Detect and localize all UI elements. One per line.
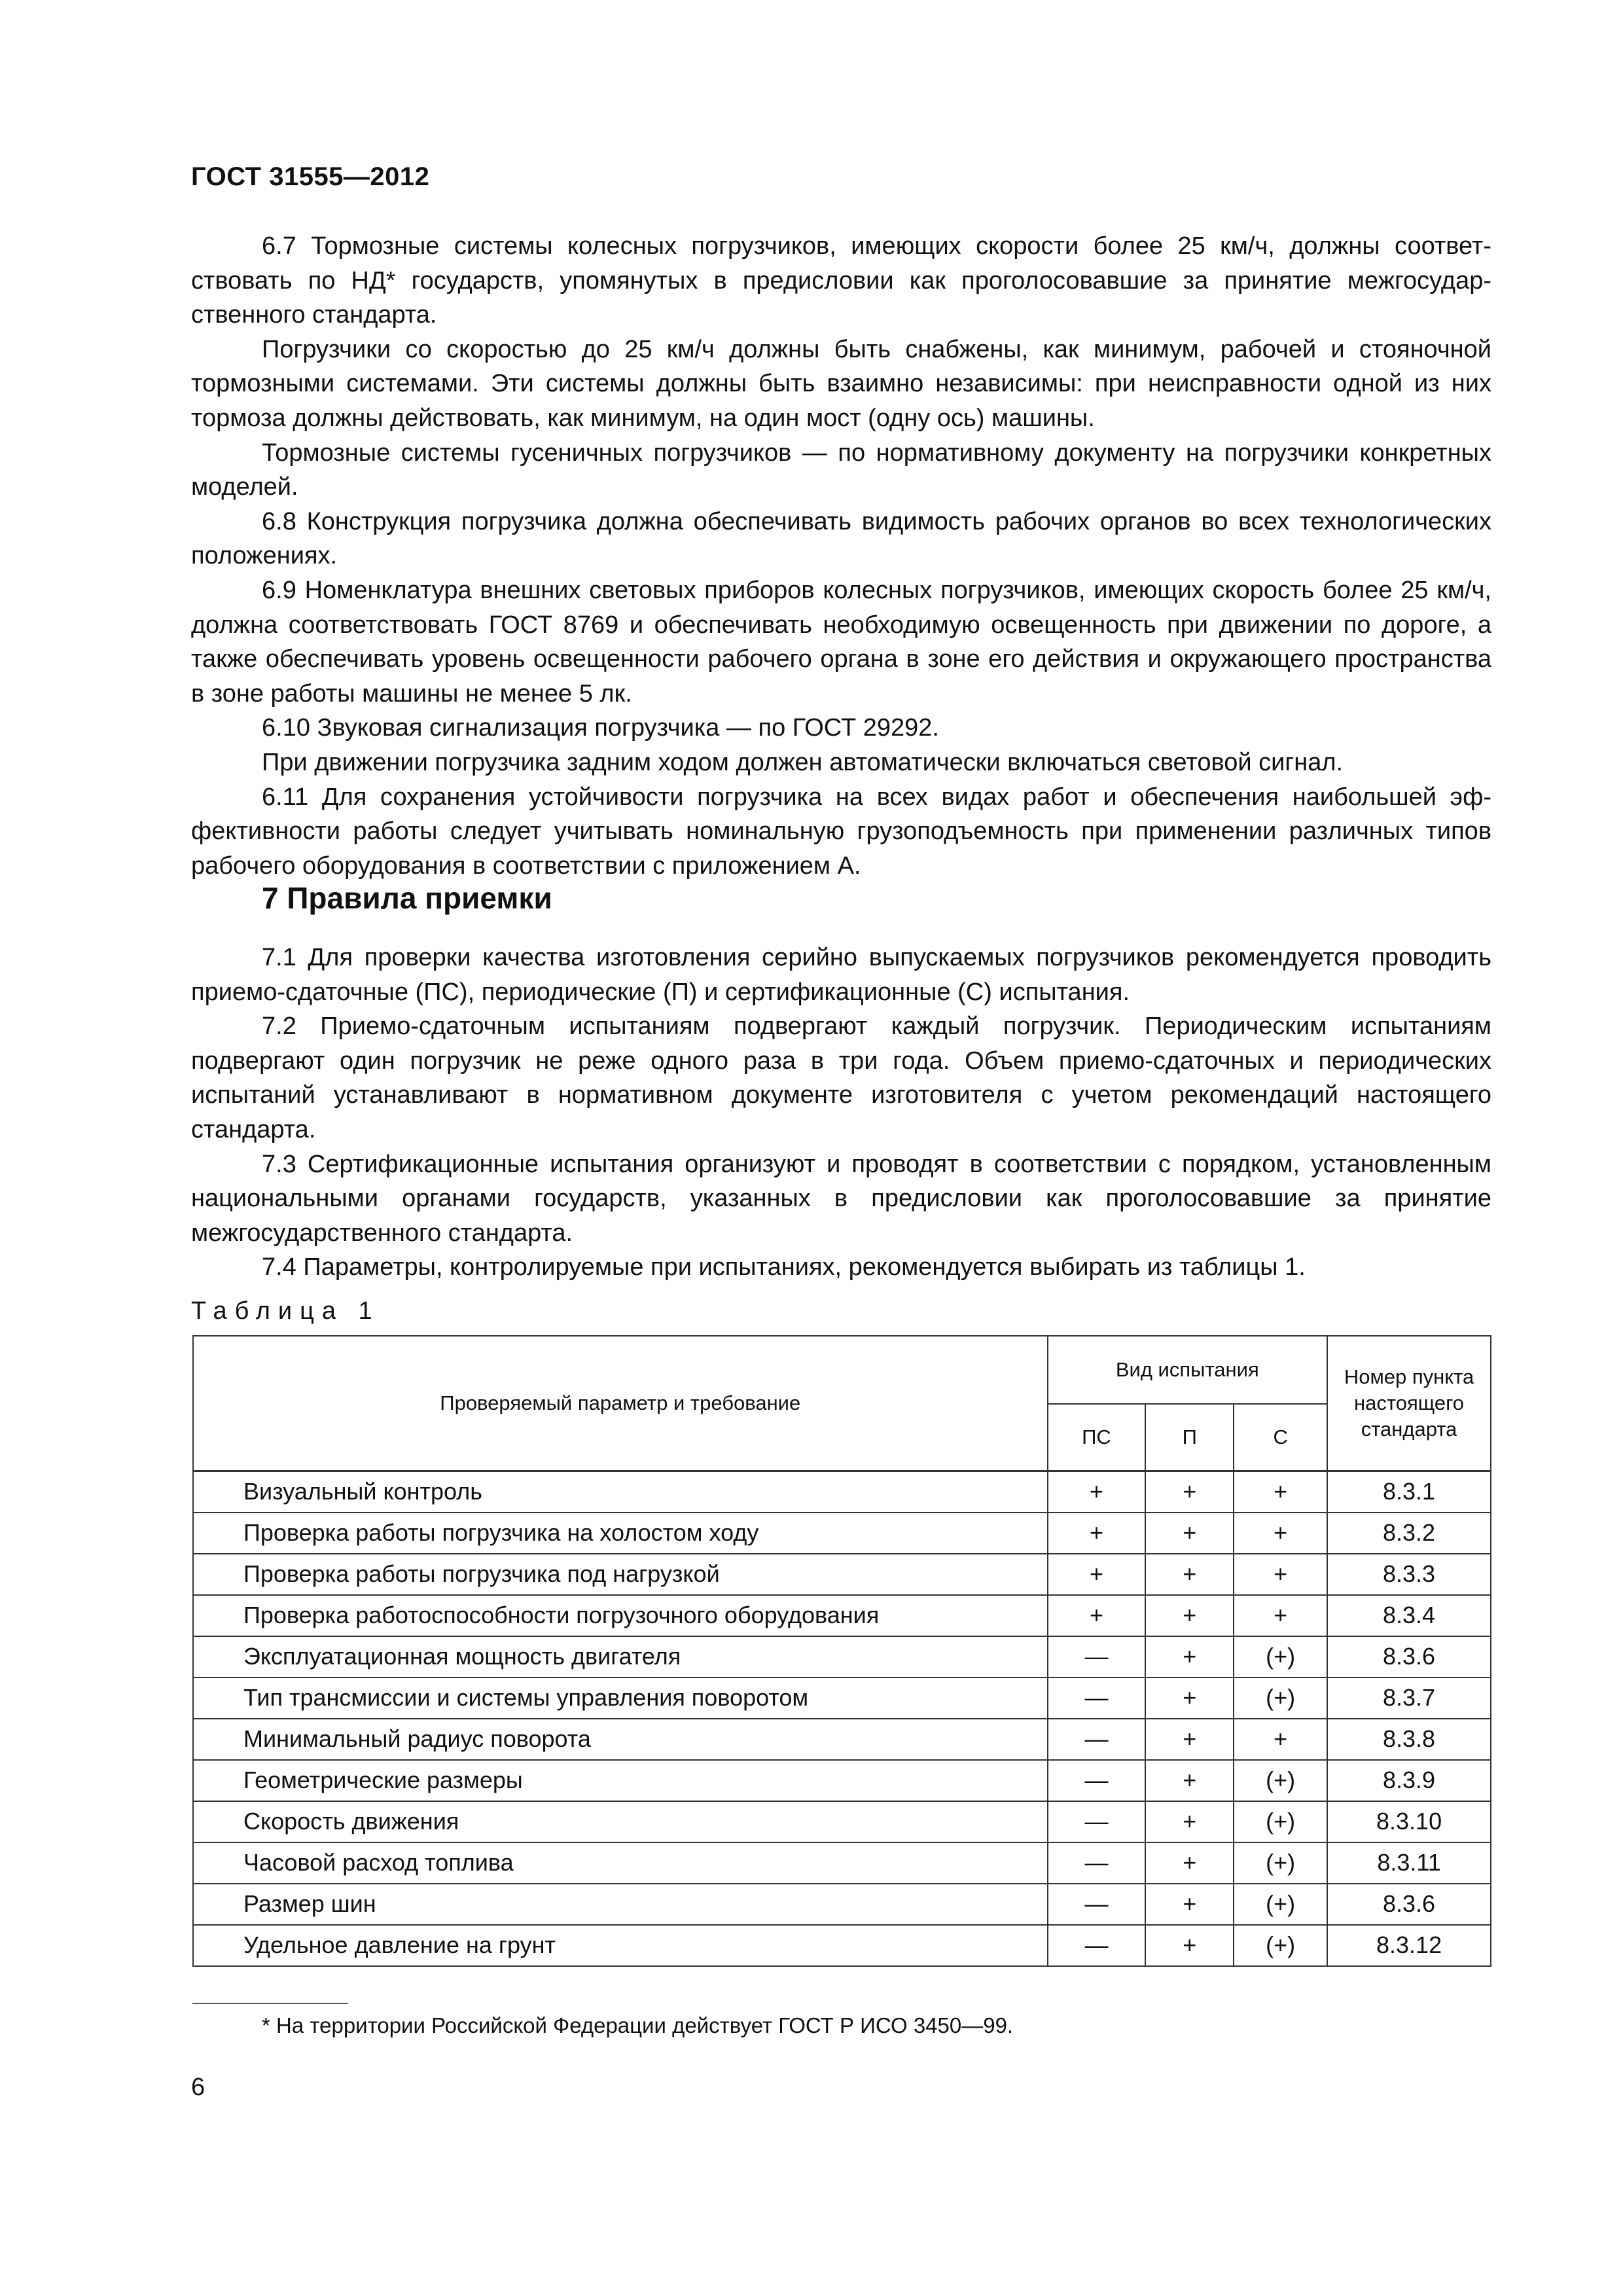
cell-ps: — bbox=[1048, 1925, 1146, 1966]
document-code-header: ГОСТ 31555—2012 bbox=[191, 162, 430, 191]
cell-clause: 8.3.3 bbox=[1327, 1554, 1491, 1595]
section-6-text bbox=[191, 229, 1491, 883]
table-row bbox=[193, 1719, 1491, 1760]
cell-parameter: Тип трансмиссии и системы управления поворотом bbox=[193, 1677, 1048, 1719]
cell-s: + bbox=[1234, 1471, 1327, 1513]
cell-clause: 8.3.10 bbox=[1327, 1801, 1491, 1842]
cell-p: + bbox=[1145, 1636, 1234, 1677]
table-row bbox=[193, 1884, 1491, 1925]
cell-ps: — bbox=[1048, 1636, 1146, 1677]
cell-clause: 8.3.2 bbox=[1327, 1513, 1491, 1554]
cell-s: (+) bbox=[1234, 1677, 1327, 1719]
table-row bbox=[193, 1471, 1491, 1513]
cell-p: + bbox=[1145, 1719, 1234, 1760]
paragraph-7-4: 7.4 Параметры, контролируемые при испытаниях, рекомендуется выбирать из таблицы 1. bbox=[262, 1253, 1306, 1282]
cell-s: (+) bbox=[1234, 1884, 1327, 1925]
header-parameter: Проверяемый параметр и требование bbox=[193, 1336, 1048, 1471]
paragraph-6-10-reverse: При движении погрузчика задним ходом должен автоматически включаться световой сигнал. bbox=[262, 748, 1344, 776]
cell-ps: — bbox=[1048, 1884, 1146, 1925]
header-test-type: Вид испытания bbox=[1048, 1336, 1328, 1404]
paragraph-6-7-tracked: Тормозные системы гусеничных погрузчиков — по нормативному документу на погрузчики конкретных моделей. bbox=[191, 439, 1491, 501]
cell-s: (+) bbox=[1234, 1801, 1327, 1842]
cell-p: + bbox=[1145, 1925, 1234, 1966]
header-clause-number: Номер пункта настоящего стандарта bbox=[1327, 1336, 1491, 1471]
table-row bbox=[193, 1760, 1491, 1801]
cell-s: + bbox=[1234, 1554, 1327, 1595]
parameters-table bbox=[192, 1335, 1491, 1967]
cell-parameter: Проверка работоспособности погрузочного оборудования bbox=[193, 1595, 1048, 1636]
cell-parameter: Проверка работы погрузчика под нагрузкой bbox=[193, 1554, 1048, 1595]
cell-p: + bbox=[1145, 1842, 1234, 1884]
cell-ps: — bbox=[1048, 1677, 1146, 1719]
cell-clause: 8.3.6 bbox=[1327, 1636, 1491, 1677]
table-row bbox=[193, 1677, 1491, 1719]
cell-clause: 8.3.9 bbox=[1327, 1760, 1491, 1801]
footnote: * На территории Российской Федерации действует ГОСТ Р ИСО 3450—99. bbox=[262, 2013, 1014, 2037]
section-7-heading: 7 Правила приемки bbox=[262, 881, 552, 915]
cell-ps: — bbox=[1048, 1842, 1146, 1884]
table-row bbox=[193, 1513, 1491, 1554]
paragraph-7-2: 7.2 Приемо-сдаточным испытаниям подвергают каждый погрузчик. Периодическим испытаниям подвергают один погрузчик не реже одного раза в три года. Объем приемо-сдаточных и периодических испытаний устанавливают в нормативном документе изготовителя с учетом рекомендаций настоящего стандарта. bbox=[191, 1013, 1491, 1143]
cell-s: (+) bbox=[1234, 1760, 1327, 1801]
cell-ps: — bbox=[1048, 1719, 1146, 1760]
cell-clause: 8.3.12 bbox=[1327, 1925, 1491, 1966]
cell-s: + bbox=[1234, 1595, 1327, 1636]
cell-parameter: Скорость движения bbox=[193, 1801, 1048, 1842]
cell-ps: — bbox=[1048, 1760, 1146, 1801]
cell-p: + bbox=[1145, 1554, 1234, 1595]
table-row bbox=[193, 1801, 1491, 1842]
paragraph-6-7-speed: Погрузчики со скоростью до 25 км/ч должны быть снабжены, как минимум, рабочей и стояночной тормозными системами. Эти системы должны быть взаимно независимы: при неисправности одной из них тормоза должны действовать, как минимум, на один мост (одну ось) машины. bbox=[191, 335, 1491, 432]
header-p: П bbox=[1145, 1404, 1234, 1471]
cell-clause: 8.3.1 bbox=[1327, 1471, 1491, 1513]
section-7-text bbox=[191, 941, 1491, 1285]
header-s: С bbox=[1234, 1404, 1327, 1471]
table-row bbox=[193, 1925, 1491, 1966]
cell-parameter: Минимальный радиус поворота bbox=[193, 1719, 1048, 1760]
paragraph-6-7: 6.7 Тормозные системы колесных погрузчиков, имеющих скорости более 25 км/ч, должны соответствовать по НД* государств, упомянутых в предисловии как проголосовавшие за принятие межгосударственного стандарта. bbox=[191, 232, 1491, 329]
paragraph-6-8: 6.8 Конструкция погрузчика должна обеспечивать видимость рабочих органов во всех технологических положениях. bbox=[191, 507, 1491, 570]
cell-s: (+) bbox=[1234, 1636, 1327, 1677]
table-row bbox=[193, 1842, 1491, 1884]
cell-parameter: Визуальный контроль bbox=[193, 1471, 1048, 1513]
cell-s: + bbox=[1234, 1513, 1327, 1554]
cell-parameter: Удельное давление на грунт bbox=[193, 1925, 1048, 1966]
header-ps: ПС bbox=[1048, 1404, 1146, 1471]
table-row bbox=[193, 1554, 1491, 1595]
cell-parameter: Размер шин bbox=[193, 1884, 1048, 1925]
cell-s: (+) bbox=[1234, 1925, 1327, 1966]
cell-clause: 8.3.11 bbox=[1327, 1842, 1491, 1884]
cell-p: + bbox=[1145, 1595, 1234, 1636]
cell-p: + bbox=[1145, 1760, 1234, 1801]
paragraph-7-3: 7.3 Сертификационные испытания организуют и проводят в соответствии с порядком, установленным национальными органами государств, указанных в предисловии как проголосовавшие за принятие межгосударственного стандарта. bbox=[191, 1150, 1491, 1247]
cell-clause: 8.3.7 bbox=[1327, 1677, 1491, 1719]
cell-p: + bbox=[1145, 1801, 1234, 1842]
cell-p: + bbox=[1145, 1677, 1234, 1719]
cell-parameter: Геометрические размеры bbox=[193, 1760, 1048, 1801]
paragraph-7-1: 7.1 Для проверки качества изготовления серийно выпускаемых погрузчиков рекомендуется проводить приемо-сдаточные (ПС), периодические (П) и сертификационные (С) испытания. bbox=[191, 944, 1491, 1006]
cell-parameter: Часовой расход топлива bbox=[193, 1842, 1048, 1884]
paragraph-6-10: 6.10 Звуковая сигнализация погрузчика — по ГОСТ 29292. bbox=[262, 714, 939, 742]
cell-clause: 8.3.4 bbox=[1327, 1595, 1491, 1636]
cell-s: + bbox=[1234, 1719, 1327, 1760]
cell-p: + bbox=[1145, 1471, 1234, 1513]
cell-ps: + bbox=[1048, 1513, 1146, 1554]
cell-p: + bbox=[1145, 1884, 1234, 1925]
cell-clause: 8.3.6 bbox=[1327, 1884, 1491, 1925]
cell-ps: + bbox=[1048, 1471, 1146, 1513]
cell-ps: + bbox=[1048, 1554, 1146, 1595]
page-number: 6 bbox=[191, 2073, 205, 2101]
cell-s: (+) bbox=[1234, 1842, 1327, 1884]
cell-clause: 8.3.8 bbox=[1327, 1719, 1491, 1760]
cell-ps: — bbox=[1048, 1801, 1146, 1842]
table-row bbox=[193, 1636, 1491, 1677]
paragraph-6-9: 6.9 Номенклатура внешних световых приборов колесных погрузчиков, имеющих скорость более 25 км/ч, должна соответствовать ГОСТ 8769 и обеспечивать необходимую освещенность при движении по дороге, а также обеспечивать уровень освещенности рабочего органа в зоне его действия и окружающего пространства в зоне работы машины не менее 5 лк. bbox=[191, 576, 1491, 708]
table-row bbox=[193, 1595, 1491, 1636]
table-caption: Таблица 1 bbox=[191, 1297, 380, 1325]
cell-parameter: Эксплуатационная мощность двигателя bbox=[193, 1636, 1048, 1677]
paragraph-6-11: 6.11 Для сохранения устойчивости погрузчика на всех видах работ и обеспечения наибольшей эффективности работы следует учитывать номинальную грузоподъемность при применении различных типов рабочего оборудования в соответствии с приложением А. bbox=[191, 783, 1491, 880]
cell-p: + bbox=[1145, 1513, 1234, 1554]
cell-ps: + bbox=[1048, 1595, 1146, 1636]
footnote-divider bbox=[192, 2003, 348, 2004]
cell-parameter: Проверка работы погрузчика на холостом ходу bbox=[193, 1513, 1048, 1554]
